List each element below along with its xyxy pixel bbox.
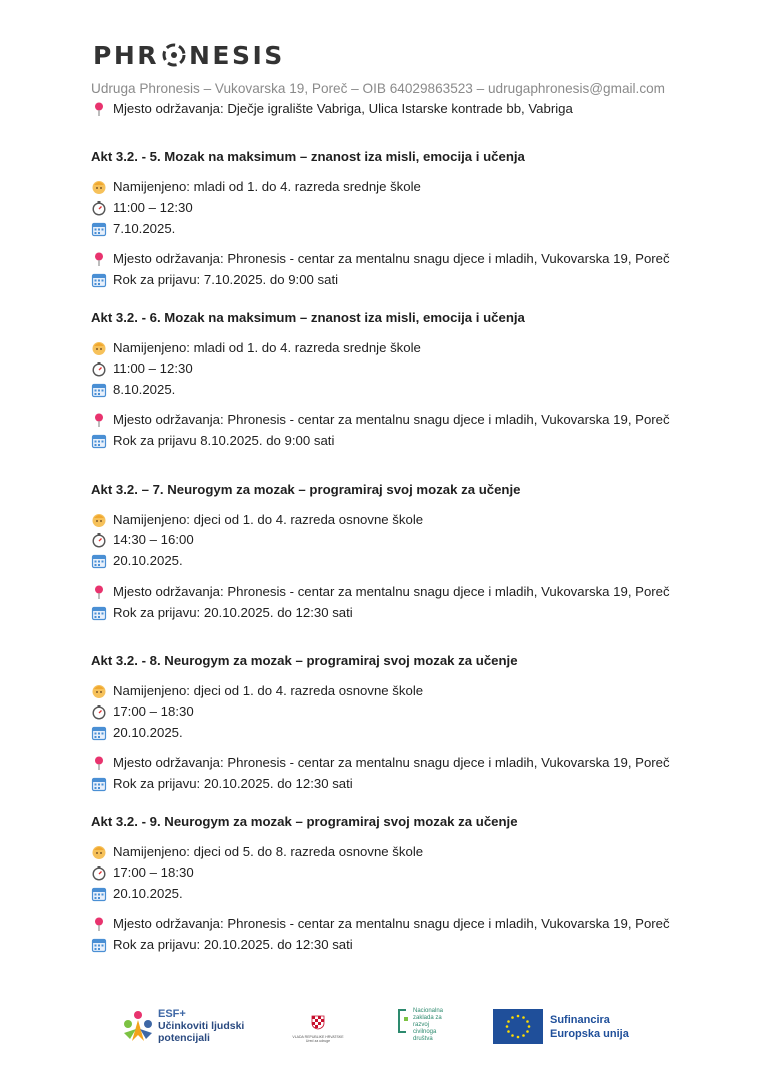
deadline-text: Rok za prijavu: 20.10.2025. do 12:30 sati: [113, 937, 353, 952]
pushpin-icon: [91, 251, 107, 267]
act-title-5: Akt 3.2. - 5. Mozak na maksimum – znanost iza misli, emocija i učenja: [91, 149, 525, 164]
time-row: [91, 361, 193, 377]
pushpin-icon: [91, 584, 107, 600]
esf-name-line1: Učinkoviti ljudski: [158, 1020, 245, 1032]
esf-name-line2: potencijali: [158, 1032, 210, 1044]
location-text: Mjesto održavanja: Phronesis - centar za mentalnu snagu djece i mladih, Vukovarska 19, Poreč: [113, 584, 670, 599]
government-office: Ured za udruge: [305, 1039, 331, 1043]
foundation-line3: razvoj: [413, 1022, 430, 1028]
date-row: [91, 382, 175, 398]
esf-plus-label: ESF+: [158, 1008, 186, 1020]
location-row: [91, 251, 670, 267]
date-text: 8.10.2025.: [113, 382, 176, 397]
calendar-icon: [91, 382, 107, 398]
date-text: 20.10.2025.: [113, 725, 183, 740]
eu-cofunded-logo: [493, 1009, 629, 1044]
eu-flag-icon: [493, 1009, 543, 1044]
date-text: 7.10.2025.: [113, 221, 176, 236]
calendar-icon: [91, 553, 107, 569]
deadline-text: Rok za prijavu: 20.10.2025. do 12:30 sati: [113, 776, 353, 791]
calendar-icon: [91, 776, 107, 792]
deadline-text: Rok za prijavu: 7.10.2025. do 9:00 sati: [113, 272, 339, 287]
audience-text: Namijenjeno: djeci od 5. do 8. razreda osnovne škole: [113, 844, 424, 859]
audience-row: [91, 512, 423, 528]
deadline-row: [91, 605, 353, 621]
deadline-row: [91, 433, 334, 449]
time-row: [91, 200, 193, 216]
logo-text-left: PHR: [93, 40, 159, 70]
act-title-7: Akt 3.2. – 7. Neurogym za mozak – programiraj svoj mozak za učenje: [91, 482, 521, 497]
calendar-icon: [91, 937, 107, 953]
time-row: [91, 865, 194, 881]
deadline-row: [91, 272, 338, 288]
top-location-text: Mjesto održavanja: Dječje igralište Vabriga, Ulica Istarske kontrade bb, Vabriga: [113, 101, 573, 116]
calendar-icon: [91, 605, 107, 621]
audience-row: [91, 844, 423, 860]
croatian-coat-of-arms-icon: [311, 1014, 325, 1030]
phronesis-logo: [93, 40, 285, 70]
time-row: [91, 532, 194, 548]
foundation-bracket-icon: [396, 1008, 410, 1034]
location-row: [91, 916, 670, 932]
time-text: 14:30 – 16:00: [113, 532, 194, 547]
baby-face-icon: [91, 340, 107, 356]
time-text: 17:00 – 18:30: [113, 704, 194, 719]
stopwatch-icon: [91, 361, 107, 377]
foundation-line5: društva: [413, 1036, 433, 1042]
location-text: Mjesto održavanja: Phronesis - centar za mentalnu snagu djece i mladih, Vukovarska 19, Poreč: [113, 755, 670, 770]
pushpin-icon: [91, 412, 107, 428]
baby-face-icon: [91, 844, 107, 860]
audience-row: [91, 179, 421, 195]
pushpin-icon: [91, 755, 107, 771]
audience-text: Namijenjeno: mladi od 1. do 4. razreda srednje škole: [113, 340, 421, 355]
act-title-9: Akt 3.2. - 9. Neurogym za mozak – programiraj svoj mozak za učenje: [91, 814, 518, 829]
esf-logo: [122, 1008, 244, 1044]
date-text: 20.10.2025.: [113, 886, 183, 901]
eu-line2: Europska unija: [550, 1027, 629, 1040]
act-title-6: Akt 3.2. - 6. Mozak na maksimum – znanost iza misli, emocija i učenja: [91, 310, 525, 325]
calendar-icon: [91, 272, 107, 288]
audience-row: [91, 340, 421, 356]
stopwatch-icon: [91, 532, 107, 548]
calendar-icon: [91, 433, 107, 449]
foundation-line2: zaklada za: [413, 1015, 442, 1021]
location-text: Mjesto održavanja: Phronesis - centar za mentalnu snagu djece i mladih, Vukovarska 19, Poreč: [113, 916, 670, 931]
top-location-row: [91, 101, 573, 117]
baby-face-icon: [91, 179, 107, 195]
eu-line1: Sufinancira: [550, 1013, 610, 1026]
audience-text: Namijenjeno: djeci od 1. do 4. razreda osnovne škole: [113, 683, 424, 698]
time-text: 17:00 – 18:30: [113, 865, 194, 880]
time-text: 11:00 – 12:30: [113, 361, 193, 376]
calendar-icon: [91, 221, 107, 237]
audience-row: [91, 683, 423, 699]
date-row: [91, 886, 183, 902]
logo-mark-icon: [161, 42, 187, 68]
government-name: VLADA REPUBLIKE HRVATSKE: [292, 1035, 344, 1039]
stopwatch-icon: [91, 865, 107, 881]
location-text: Mjesto održavanja: Phronesis - centar za mentalnu snagu djece i mladih, Vukovarska 19, Poreč: [113, 251, 670, 266]
deadline-row: [91, 776, 353, 792]
footer-logos: [0, 1002, 763, 1050]
baby-face-icon: [91, 512, 107, 528]
location-row: [91, 584, 670, 600]
date-row: [91, 221, 175, 237]
act-title-8: Akt 3.2. - 8. Neurogym za mozak – programiraj svoj mozak za učenje: [91, 653, 518, 668]
date-row: [91, 553, 183, 569]
audience-text: Namijenjeno: djeci od 1. do 4. razreda osnovne škole: [113, 512, 424, 527]
logo-text-right: NESIS: [189, 40, 285, 70]
audience-text: Namijenjeno: mladi od 1. do 4. razreda srednje škole: [113, 179, 421, 194]
organization-info: Udruga Phronesis – Vukovarska 19, Poreč – OIB 64029863523 – udrugaphronesis@gmail.com: [91, 81, 665, 96]
calendar-icon: [91, 725, 107, 741]
national-foundation-logo: [396, 1008, 443, 1043]
esf-people-icon: [122, 1009, 154, 1043]
location-row: [91, 412, 670, 428]
croatian-government-logo: [292, 1014, 344, 1043]
date-text: 20.10.2025.: [113, 553, 183, 568]
calendar-icon: [91, 886, 107, 902]
foundation-line4: civilnoga: [413, 1029, 437, 1035]
deadline-row: [91, 937, 353, 953]
location-text: Mjesto održavanja: Phronesis - centar za mentalnu snagu djece i mladih, Vukovarska 19, Poreč: [113, 412, 670, 427]
stopwatch-icon: [91, 200, 107, 216]
foundation-line1: Nacionalna: [413, 1008, 444, 1014]
deadline-text: Rok za prijavu 8.10.2025. do 9:00 sati: [113, 433, 335, 448]
location-row: [91, 755, 670, 771]
deadline-text: Rok za prijavu: 20.10.2025. do 12:30 sati: [113, 605, 353, 620]
baby-face-icon: [91, 683, 107, 699]
pushpin-icon: [91, 101, 107, 117]
date-row: [91, 725, 183, 741]
time-row: [91, 704, 194, 720]
pushpin-icon: [91, 916, 107, 932]
time-text: 11:00 – 12:30: [113, 200, 193, 215]
stopwatch-icon: [91, 704, 107, 720]
